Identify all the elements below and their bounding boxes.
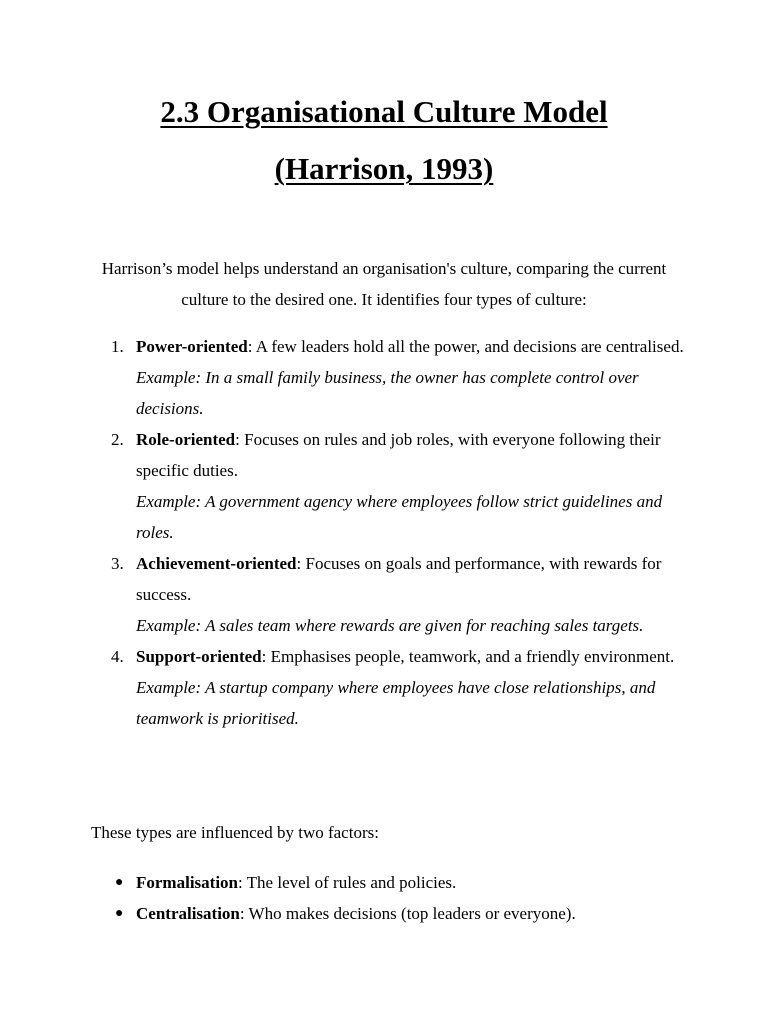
factor-item (0, 898, 768, 929)
factor-item (0, 867, 768, 898)
factors-intro: These types are influenced by two factors: (91, 823, 379, 842)
culture-type-item (0, 331, 696, 424)
culture-type-example: Example: A startup company where employees have close relationships, and teamwork is prioritised. (136, 678, 656, 728)
factor-term: Centralisation (136, 904, 240, 923)
culture-type-example: Example: In a small family business, the owner has complete control over decisions. (136, 368, 639, 418)
factor-description: : Who makes decisions (top leaders or everyone). (239, 904, 576, 923)
culture-type-term: Achievement-oriented (136, 554, 297, 573)
item-number: 1. (111, 337, 124, 356)
culture-type-item (0, 424, 696, 548)
culture-type-description: : Focuses on goals and performance, with rewards for success. (136, 554, 662, 604)
culture-type-term: Power-oriented (136, 337, 248, 356)
culture-type-description: : A few leaders hold all the power, and decisions are centralised. (247, 337, 684, 356)
item-number: 2. (111, 430, 124, 449)
item-number: 3. (111, 554, 124, 573)
culture-type-description: : Focuses on rules and job roles, with everyone following their specific duties. (136, 430, 661, 480)
culture-type-description: : Emphasises people, teamwork, and a friendly environment. (261, 647, 675, 666)
culture-type-item (0, 641, 696, 734)
bullet-icon: ● (115, 875, 124, 890)
intro-paragraph: Harrison’s model helps understand an organisation's culture, comparing the current culture to the desired one. It identifies four types of culture: (101, 259, 667, 309)
factor-term: Formalisation (136, 873, 238, 892)
bullet-icon: ● (115, 906, 124, 921)
culture-type-term: Support-oriented (136, 647, 262, 666)
heading-title: 2.3 Organisational Culture Model (160, 94, 608, 129)
item-number: 4. (111, 647, 124, 666)
culture-type-example: Example: A government agency where employees follow strict guidelines and roles. (136, 492, 663, 542)
culture-type-term: Role-oriented (136, 430, 236, 449)
culture-type-item (0, 548, 696, 641)
culture-type-example: Example: A sales team where rewards are given for reaching sales targets. (136, 616, 644, 635)
factors-list (0, 867, 768, 929)
culture-types-list (0, 331, 768, 734)
heading-citation: (Harrison, 1993) (274, 151, 494, 186)
factor-description: : The level of rules and policies. (238, 873, 457, 892)
